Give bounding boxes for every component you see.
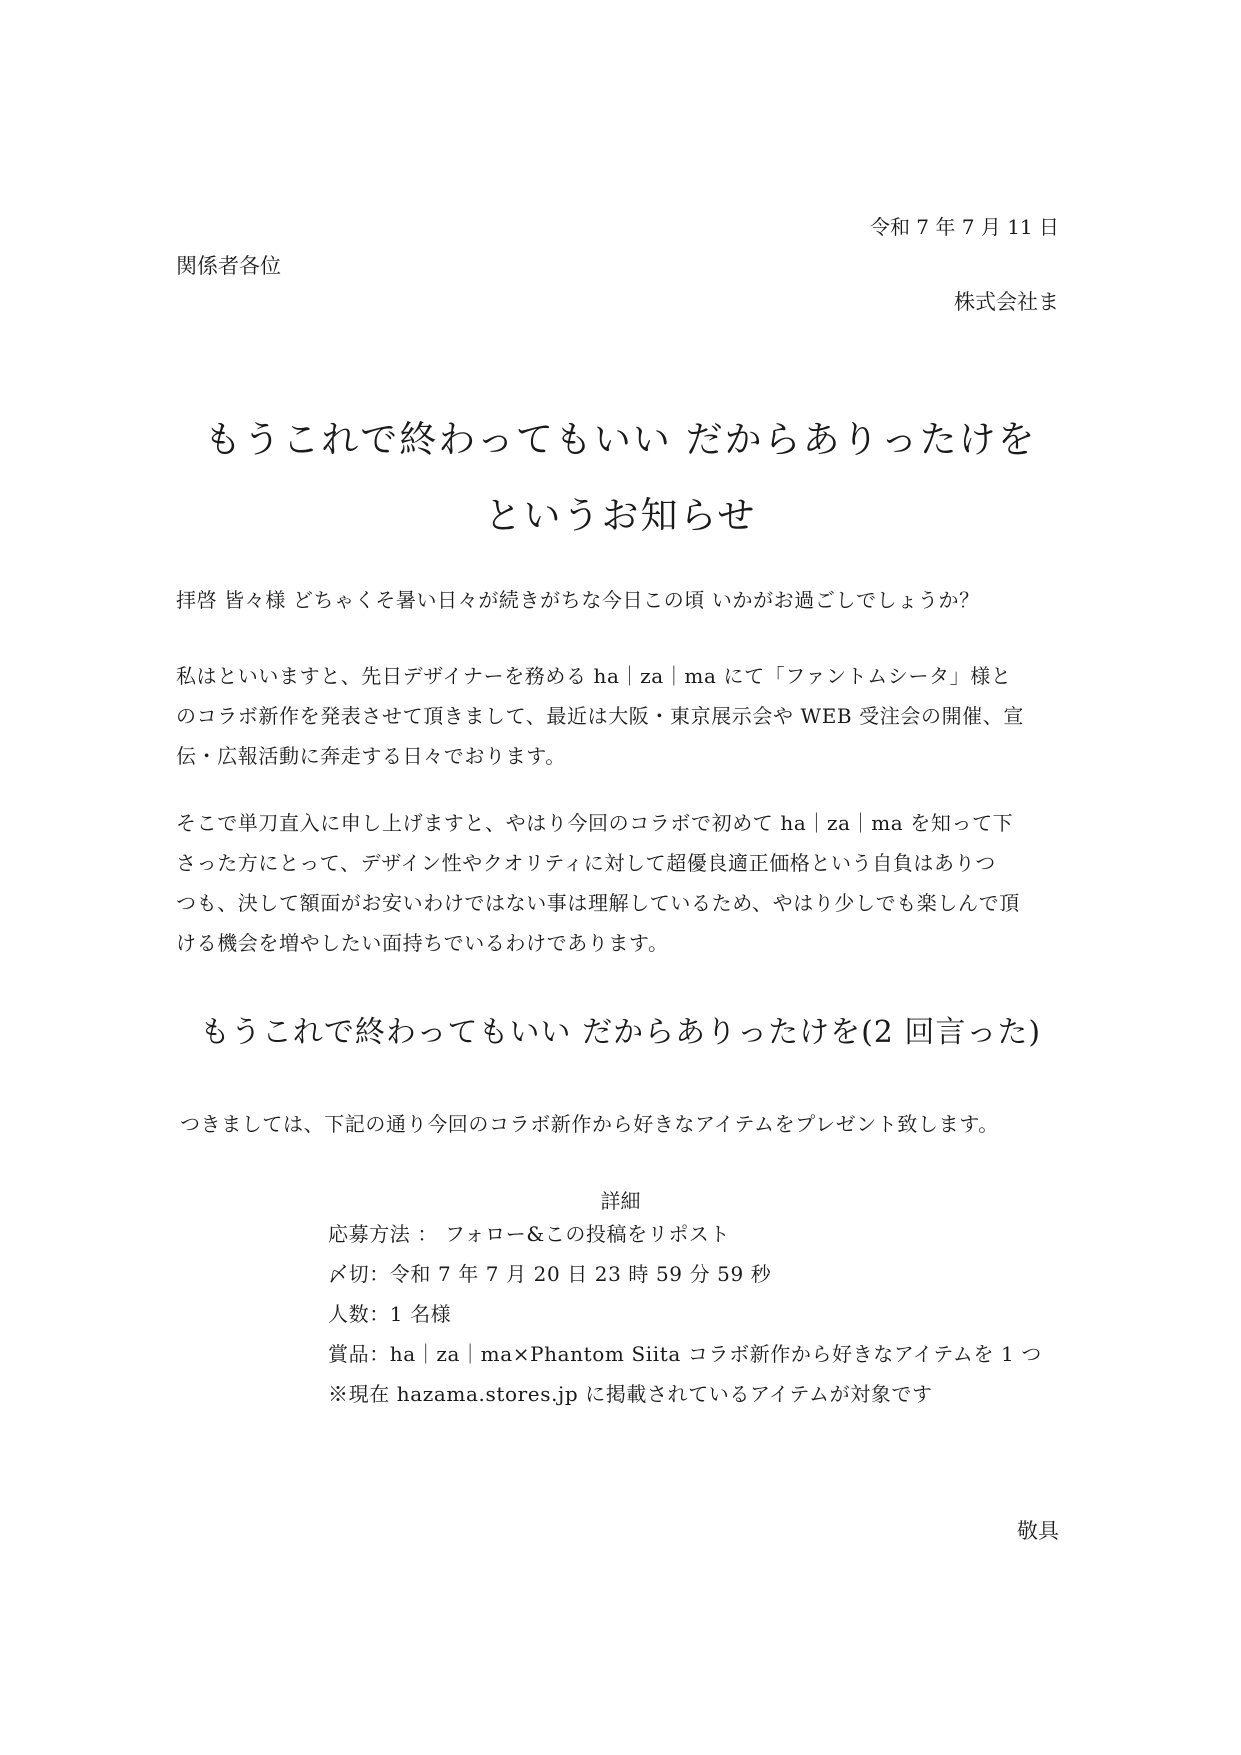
- paragraph-line: さった方にとって、デザイン性やクオリティに対して超優良適正価格という自負はありつ: [176, 851, 996, 875]
- paragraph-line: のコラボ新作を発表させて頂きまして、最近は大阪・東京展示会や WEB 受注会の開催、宣: [176, 704, 1024, 728]
- sender-company: 株式会社ま: [954, 290, 1059, 314]
- title-line-1: もうこれで終わってもいい だからありったけを: [204, 418, 1037, 461]
- details-list: [328, 1214, 1042, 1414]
- paragraph-line: ける機会を増やしたい面持ちでいるわけであります。: [176, 931, 669, 955]
- details-heading: 詳細: [600, 1189, 641, 1213]
- paragraph-activities: [176, 656, 1066, 776]
- paragraph-line: 伝・広報活動に奔走する日々でおります。: [176, 744, 566, 768]
- paragraph-reason: [176, 803, 1066, 963]
- present-notice: つきましては、下記の通り今回のコラボ新作から好きなアイテムをプレゼント致します。: [180, 1112, 999, 1136]
- details-row-deadline: 〆切：令和 7 年 7 月 20 日 23 時 59 分 59 秒: [328, 1262, 772, 1286]
- details-row-note: ※現在 hazama.stores.jp に掲載されているアイテムが対象です: [328, 1382, 933, 1406]
- details-row-entry-method: 応募方法 ： フォロー&この投稿をリポスト: [328, 1222, 731, 1246]
- title-line-2: というお知らせ: [484, 494, 757, 537]
- details-row-prize: 賞品：ha｜za｜ma×Phantom Siita コラボ新作から好きなアイテムを 1 つ: [328, 1342, 1042, 1366]
- paragraph-greeting: [176, 580, 1066, 620]
- closing: 敬具: [1017, 1519, 1059, 1543]
- recipient: 関係者各位: [176, 254, 281, 278]
- paragraph-line: 私はといいますと、先日デザイナーを務める ha｜za｜ma にて「ファントムシータ」様と: [176, 664, 1012, 688]
- paragraph-line: そこで単刀直入に申し上げますと、やはり今回のコラボで初めて ha｜za｜ma を知って下: [176, 811, 1014, 835]
- paragraph-line: つも、決して額面がお安いわけではない事は理解しているため、やはり少しでも楽しんで頂: [176, 891, 1020, 915]
- details-row-winners: 人数：1 名様: [328, 1302, 452, 1326]
- paragraph-line: 拝啓 皆々様 どちゃくそ暑い日々が続きがちな今日この頃 いかがお過ごしでしょうか？: [176, 588, 980, 612]
- subtitle: もうこれで終わってもいい だからありったけを(2 回言った): [199, 1015, 1042, 1050]
- document-date: 令和 7 年 7 月 11 日: [869, 215, 1059, 239]
